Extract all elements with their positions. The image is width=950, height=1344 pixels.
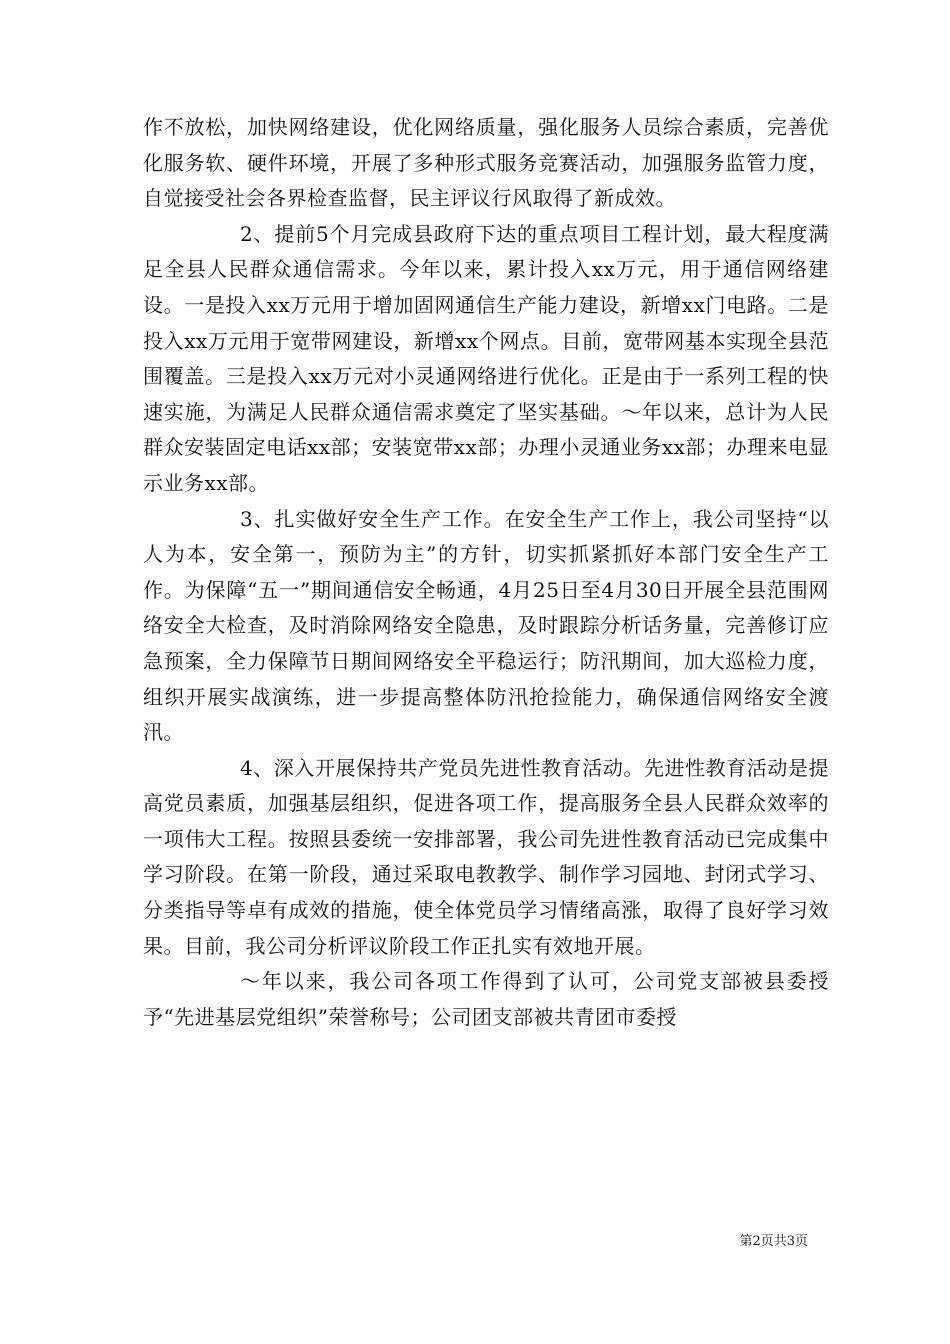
paragraph-1-continued: 作不放松，加快网络建设，优化网络质量，强化服务人员综合素质，完善优化服务软、硬件环境，开展了多种形式服务竞赛活动，加强服务监管力度，自觉接受社会各界检查监督，民主评议行风取得了新成效。 — [143, 115, 829, 211]
page-number-footer: 第2页共3页 — [739, 1234, 808, 1249]
document-body — [143, 110, 829, 1035]
paragraph-5: ～年以来，我公司各项工作得到了认可，公司党支部被县委授予“先进基层党组织”荣誉称号；公司团支部被共青团市委授 — [143, 969, 829, 1029]
paragraph-4: 4、深入开展保持共产党员先进性教育活动。先进性教育活动是提高党员素质，加强基层组织，促进各项工作，提高服务全县人民群众效率的一项伟大工程。按照县委统一安排部署，我公司先进性教育活动已完成集中学习阶段。在第一阶段，通过采取电教教学、制作学习园地、封闭式学习、分类指导等卓有成效的措施，使全体党员学习情绪高涨，取得了良好学习效果。目前，我公司分析评议阶段工作正扎实有效地开展。 — [143, 755, 829, 958]
paragraph-3: 3、扎实做好安全生产工作。在安全生产工作上，我公司坚持“以人为本，安全第一，预防为主”的方针，切实抓紧抓好本部门安全生产工作。为保障“五一”期间通信安全畅通，4月25日至4月30日开展全县范围网络安全大检查，及时消除网络安全隐患，及时跟踪分析话务量，完善修订应急预案，全力保障节日期间网络安全平稳运行；防汛期间，加大巡检力度，组织开展实战演练，进一步提高整体防汛抢捡能力，确保通信网络安全渡汛。 — [143, 506, 829, 745]
paragraph-2: 2、提前5个月完成县政府下达的重点项目工程计划，最大程度满足全县人民群众通信需求。今年以来，累计投入xx万元，用于通信网络建设。一是投入xx万元用于增加固网通信生产能力建设，新增xx门电路。二是投入xx万元用于宽带网建设，新增xx个网点。目前，宽带网基本实现全县范围覆盖。三是投入xx万元对小灵通网络进行优化。正是由于一系列工程的快速实施，为满足人民群众通信需求奠定了坚实基础。～年以来，总计为人民群众安装固定电话xx部；安装宽带xx部；办理小灵通业务xx部；办理来电显示业务xx部。 — [143, 221, 829, 495]
